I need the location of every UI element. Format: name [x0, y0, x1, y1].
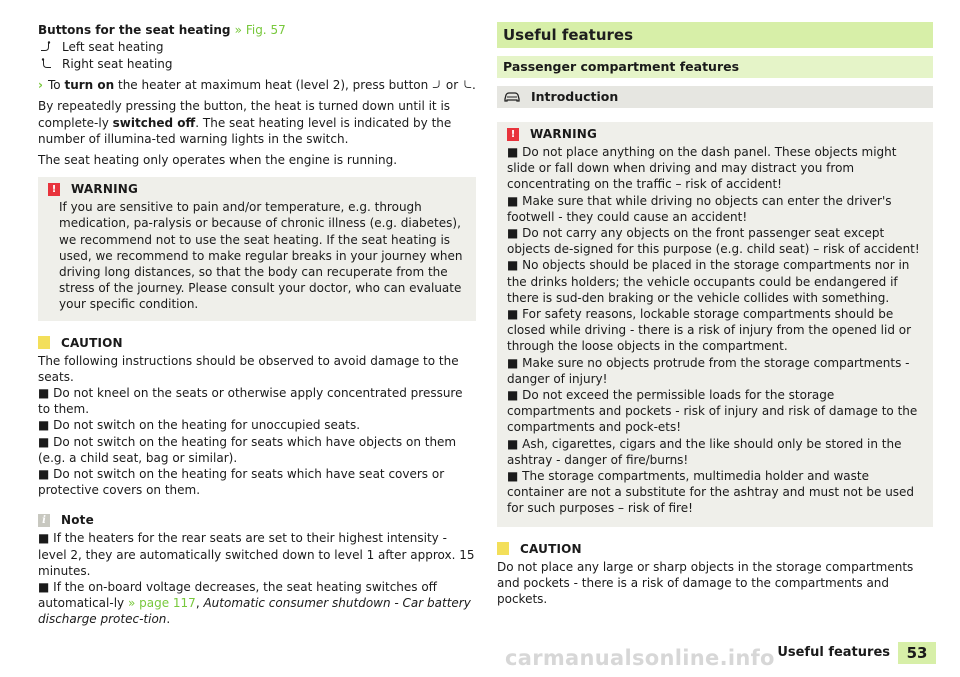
warning-header	[48, 181, 466, 197]
caution-intro: The following instructions should be observed to avoid damage to the seats.	[38, 353, 459, 384]
caution-item: ■ Do not switch on the heating for unoccupied seats.	[38, 418, 361, 433]
warning-header	[507, 126, 923, 142]
caution-item: ■ Do not switch on the heating for seats which have seat covers or protective covers on them.	[38, 467, 445, 498]
legend-label: Left seat heating	[62, 39, 164, 54]
note-header	[38, 512, 476, 528]
left-seat-heating-icon	[432, 79, 442, 90]
caution-item: ■ Do not switch on the heating for seats which have objects on them (e.g. a child seat, bag or similar).	[38, 434, 457, 465]
footer-chapter-label: Useful features	[777, 644, 890, 660]
note-item: ■ If the on-board voltage decreases, the seat heating switches off automatical-ly » page 117, Automatic consumer shutdown - Car battery discharge protec-tion.	[38, 580, 471, 627]
figure-reference-link[interactable]: » Fig. 57	[234, 23, 286, 37]
section-title: Useful features	[497, 22, 933, 48]
warning-item: ■ Do not place anything on the dash panel. These objects might slide or fall down when driving and may distract you from concentrating on the traffic – risk of accident!	[507, 145, 897, 192]
warning-icon: !	[507, 128, 519, 141]
warning-item: ■ The storage compartments, multimedia holder and waste container are not a substitute for the ashtray and must not be used for such purposes – risk of fire!	[507, 469, 915, 516]
page-footer	[777, 642, 936, 664]
warning-item: ■ Ash, cigarettes, cigars and the like should only be stored in the ashtray - danger of fire/burns!	[507, 436, 902, 467]
warning-list	[507, 144, 923, 517]
right-seat-heating-icon	[462, 79, 472, 90]
caution-item: ■ Do not kneel on the seats or otherwise apply concentrated pressure to them.	[38, 386, 463, 417]
caution-icon: !	[38, 336, 50, 349]
step-arrow: ›	[38, 78, 43, 93]
info-icon: i	[38, 514, 50, 527]
turn-on-step	[38, 77, 476, 93]
warning-item: ■ Do not carry any objects on the front passenger seat except objects de-signed for this purpose (e.g. child seat) – risk of accident!	[507, 226, 920, 257]
seat-heating-heading	[38, 22, 476, 38]
note-title: Note	[61, 513, 94, 528]
introduction-header	[497, 86, 933, 108]
left-seat-heating-icon	[38, 41, 62, 53]
legend-left-seat	[38, 38, 476, 55]
left-column	[38, 22, 476, 628]
legend-label: Right seat heating	[62, 56, 173, 71]
paragraph-switch-off: By repeatedly pressing the button, the heat is turned down until it is complete-ly switched off. The seat heating level is indicated by the number of illumina-ted warning lights in the switch.	[38, 99, 452, 146]
caution-title: CAUTION	[520, 541, 582, 556]
warning-item: ■ For safety reasons, lockable storage compartments should be closed while driving - there is a risk of injury from the opened lid or through the loose objects in the compartment.	[507, 307, 912, 354]
caution-text: Do not place any large or sharp objects in the storage compartments and pockets - there is a risk of damage to the compartments and pockets.	[497, 559, 914, 607]
heading-text: Buttons for the seat heating	[38, 23, 231, 37]
caution-title: CAUTION	[61, 335, 123, 350]
car-icon	[503, 91, 521, 103]
warning-icon: !	[48, 183, 60, 196]
warning-item: ■ Make sure no objects protrude from the storage compartments - danger of injury!	[507, 355, 910, 386]
note-item: ■ If the heaters for the rear seats are set to their highest intensity - level 2, they are automatically switched down to level 1 after approx. 15 minutes.	[38, 531, 475, 578]
paragraph-engine: The seat heating only operates when the engine is running.	[38, 153, 398, 168]
warning-item: ■ No objects should be placed in the storage compartments nor in the drinks holders; the vehicle occupants could be endangered if there is sud-den braking or the vehicle collides with something.	[507, 258, 910, 305]
caution-icon: !	[497, 542, 509, 555]
page-number: 53	[898, 642, 936, 664]
right-column	[497, 22, 933, 607]
warning-title: WARNING	[71, 182, 139, 197]
legend-right-seat	[38, 55, 476, 72]
warning-item: ■ Do not exceed the permissible loads for the storage compartments and pockets - risk of injury and risk of damage to the compartments and pock-ets!	[507, 388, 918, 435]
step-text: To turn on the heater at maximum heat (level 2), press button or .	[48, 78, 476, 93]
warning-text: If you are sensitive to pain and/or temperature, e.g. through medication, pa-ralysis or because of chronic illness (e.g. diabetes), we recommend not to use the seat heating. If the seat heating is used, we recommend to make regular breaks in your journey when driving long distances, so that the body can recuperate from the stress of the journey. Please consult your doctor, who can evaluate your specific condition.	[59, 200, 463, 312]
right-seat-heating-icon	[38, 58, 62, 70]
page-reference-link[interactable]: » page 117	[127, 596, 196, 611]
caution-header	[38, 335, 476, 351]
watermark: carmanualsonline.info	[505, 646, 775, 670]
warning-box	[38, 177, 476, 320]
caution-header	[497, 541, 933, 557]
warning-box	[497, 122, 933, 527]
introduction-title: Introduction	[531, 88, 619, 104]
warning-title: WARNING	[530, 126, 598, 141]
warning-item: ■ Make sure that while driving no objects can enter the driver's footwell - they could cause an accident!	[507, 193, 892, 224]
subsection-title: Passenger compartment features	[497, 56, 933, 78]
